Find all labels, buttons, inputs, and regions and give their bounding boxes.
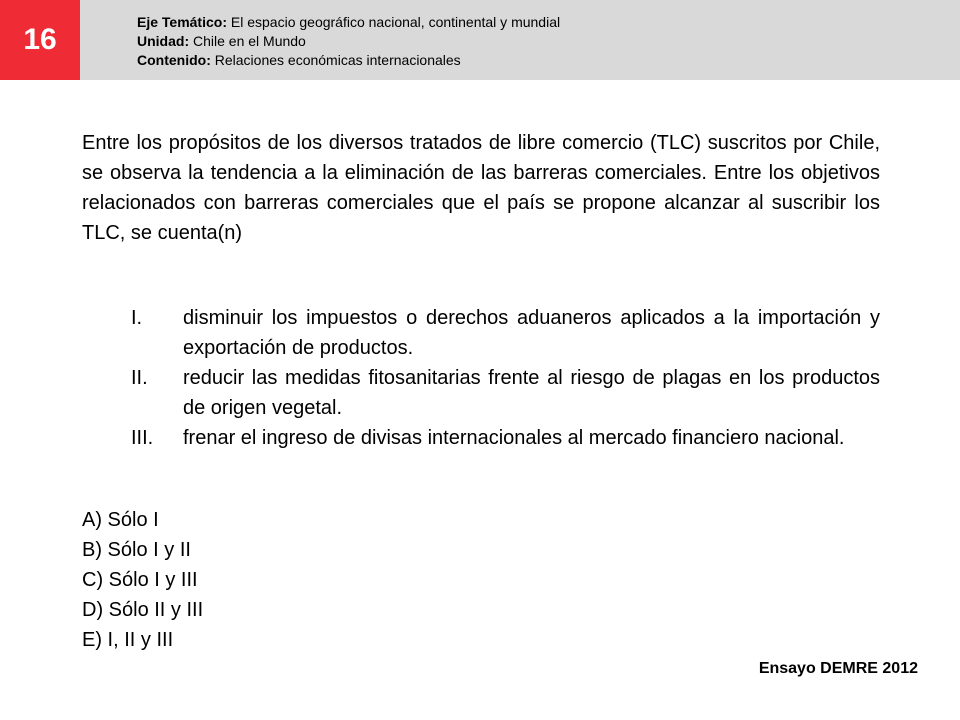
- statement-text: frenar el ingreso de divisas internacionales al mercado financiero nacional.: [183, 427, 845, 449]
- contenido-label: Contenido:: [137, 52, 211, 68]
- unidad-row: [137, 32, 560, 51]
- option-a[interactable]: A) Sólo I: [82, 509, 159, 531]
- contenido-row: [137, 51, 560, 70]
- answer-options: [82, 505, 203, 655]
- eje-row: [137, 13, 560, 32]
- source-footer: Ensayo DEMRE 2012: [758, 660, 918, 677]
- statement-number: II.: [131, 367, 148, 389]
- unidad-label: Unidad:: [137, 33, 190, 49]
- statement-number: III.: [131, 427, 154, 449]
- option-e[interactable]: E) I, II y III: [82, 629, 174, 651]
- header-meta: [137, 13, 560, 70]
- option-c[interactable]: C) Sólo I y III: [82, 569, 198, 591]
- unidad-value: Chile en el Mundo: [193, 33, 306, 49]
- question-stem: Entre los propósitos de los diversos tratados de libre comercio (TLC) suscritos por Chile, se observa la tendencia a la eliminación de las barreras comerciales. Entre los objetivos relacionados con barreras comerciales que el país se propone alcanzar al suscribir los TLC, se cuenta(n): [82, 132, 880, 244]
- statement-item: [82, 303, 880, 363]
- statement-list: [82, 303, 880, 453]
- statement-item: [82, 423, 880, 453]
- question-number: 16: [0, 0, 80, 80]
- statement-text: disminuir los impuestos o derechos aduaneros aplicados a la importación y exportación de productos.: [183, 307, 880, 359]
- statement-text: reducir las medidas fitosanitarias frente al riesgo de plagas en los productos de origen vegetal.: [183, 367, 880, 419]
- option-d[interactable]: D) Sólo II y III: [82, 599, 204, 621]
- statement-item: [82, 363, 880, 423]
- eje-value: El espacio geográfico nacional, continental y mundial: [230, 14, 561, 30]
- eje-label: Eje Temático:: [137, 14, 227, 30]
- statement-number: I.: [131, 307, 143, 329]
- contenido-value: Relaciones económicas internacionales: [214, 52, 461, 68]
- option-b[interactable]: B) Sólo I y II: [82, 539, 191, 561]
